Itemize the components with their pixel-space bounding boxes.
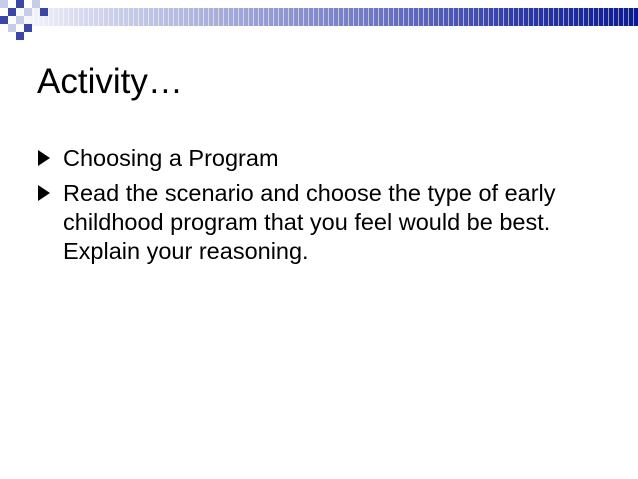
decor-square [8,24,16,32]
decor-square [0,0,8,8]
decorative-header-band [0,0,638,40]
bullet-text: Read the scenario and choose the type of early childhood program that you feel would be best. Explain your reasoning. [63,180,556,264]
decor-square [16,32,24,40]
triangle-bullet-icon [38,185,50,201]
bullet-text: Choosing a Program [63,145,279,171]
slide-title: Activity… [37,62,183,101]
decor-square [32,0,40,8]
decor-square [16,16,24,24]
decor-square [24,8,32,16]
bullet-list [37,144,597,272]
triangle-bullet-icon [38,150,50,166]
decor-square [16,0,24,8]
gradient-bar [8,8,638,26]
decor-square [24,24,32,32]
bullet-item [37,144,597,173]
bullet-item [37,179,597,266]
decor-square [8,8,16,16]
decor-square [40,8,48,16]
decor-square [0,16,8,24]
